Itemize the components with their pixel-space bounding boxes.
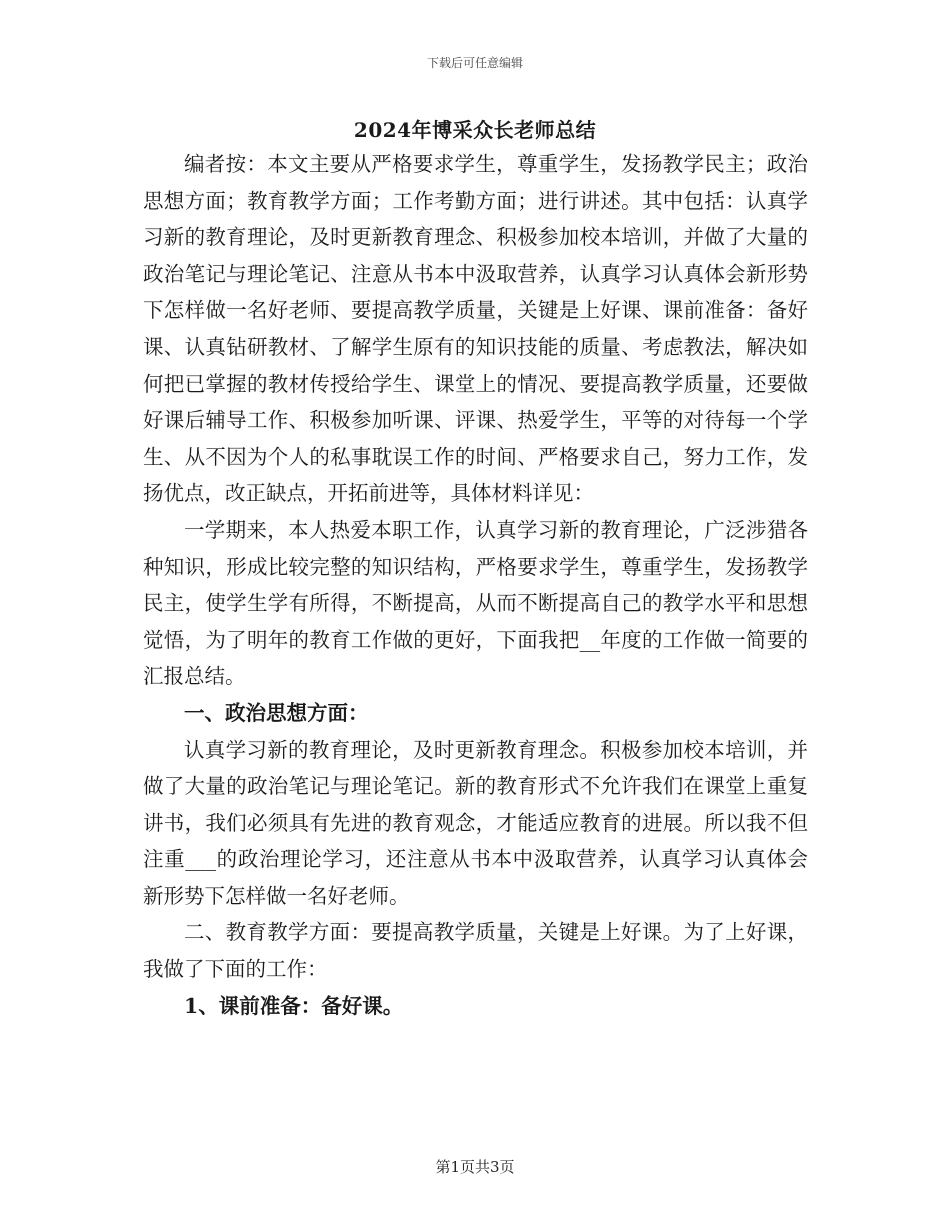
editor-note-paragraph: 编者按：本文主要从严格要求学生，尊重学生，发扬教学民主；政治思想方面；教育教学方面；工作考勤方面；进行讲述。其中包括：认真学习新的教育理论，及时更新教育理念、积极参加校本培训，并做了大量的政治笔记与理论笔记、注意从书本中汲取营养，认真学习认真体会新形势下怎样做一名好老师、要提高教学质量，关键是上好课、课前准备：备好课、认真钻研教材、了解学生原有的知识技能的质量、考虑教法，解决如何把已掌握的教材传授给学生、课堂上的情况、要提高教学质量，还要做好课后辅导工作、积极参加听课、评课、热爱学生，平等的对待每一个学生、从不因为个人的私事耽误工作的时间、严格要求自己，努力工作，发扬优点，改正缺点，开拓前进等，具体材料详见： (143, 152, 808, 506)
subsection-heading-preparation: 1、课前准备：备好课。 (184, 993, 404, 1018)
political-paragraph: 认真学习新的教育理论，及时更新教育理念。积极参加校本培训，并做了大量的政治笔记与理论笔记。新的教育形式不允许我们在课堂上重复讲书，我们必须具有先进的教育观念，才能适应教育的进展。所以我不但注重___的政治理论学习，还注意从书本中汲取营养，认真学习认真体会新形势下怎样做一名好老师。 (143, 737, 808, 908)
section-heading-political: 一、政治思想方面： (184, 700, 369, 725)
teaching-paragraph: 二、教育教学方面：要提高教学质量，关键是上好课。为了上好课，我做了下面的工作： (143, 920, 808, 982)
page-header-note: 下载后可任意编辑 (426, 56, 523, 70)
document-body (143, 146, 808, 1024)
intro-paragraph: 一学期来，本人热爱本职工作，认真学习新的教育理论，广泛涉猎各种知识，形成比较完整的知识结构，严格要求学生，尊重学生，发扬教学民主，使学生学有所得，不断提高，从而不断提高自己的教学水平和思想觉悟，为了明年的教育工作做的更好，下面我把__年度的工作做一简要的汇报总结。 (143, 517, 808, 689)
document-title: 2024年博采众长老师总结 (353, 118, 597, 142)
page-number-footer: 第1页共3页 (435, 1158, 515, 1176)
